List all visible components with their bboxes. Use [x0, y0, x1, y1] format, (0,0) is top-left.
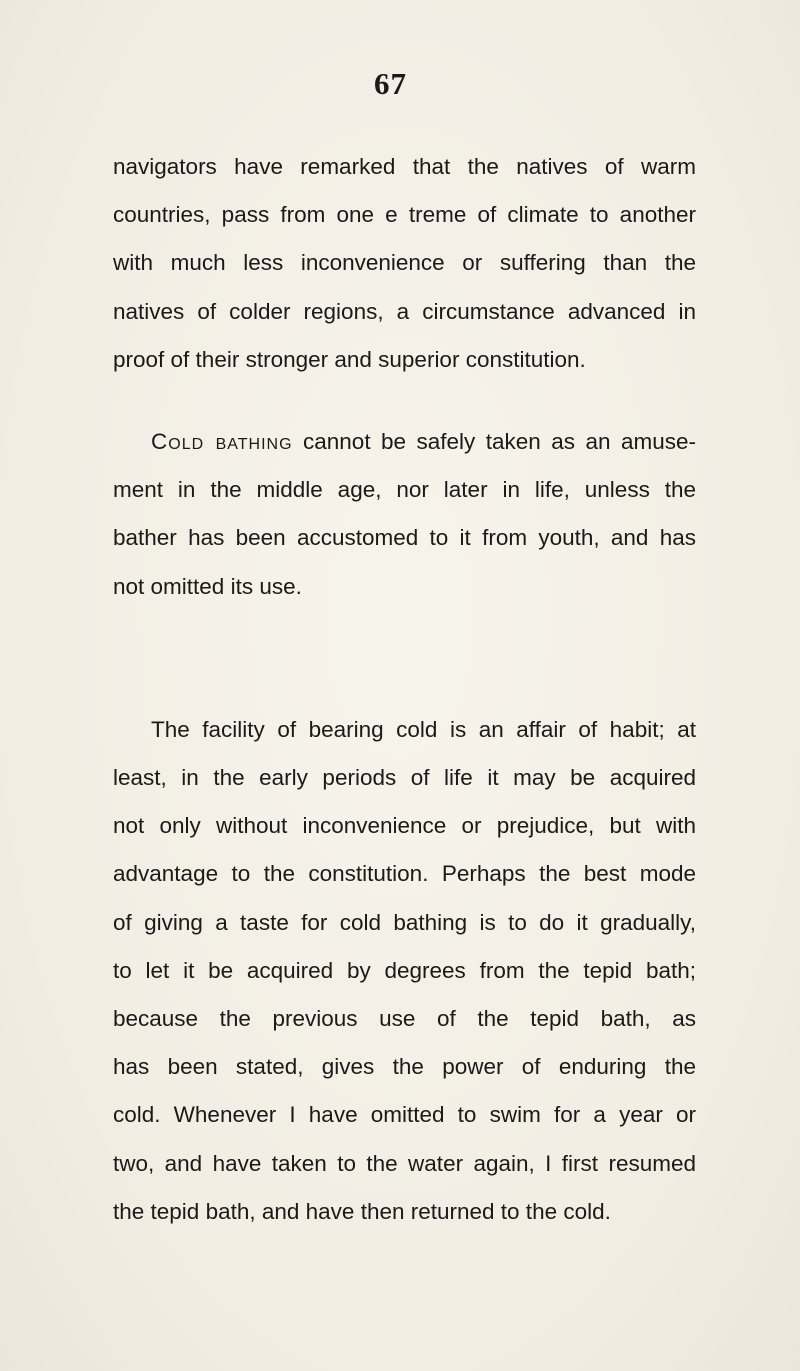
text-line: cold. Whenever I have omitted to swim for a year or	[113, 1102, 696, 1128]
text-line: because the previous use of the tepid bath, as	[113, 1006, 696, 1032]
page-number: 67	[374, 66, 407, 101]
text-line: the tepid bath, and have then returned to the cold.	[113, 1198, 611, 1224]
text-line: natives of colder regions, a circumstance advanced in	[113, 298, 696, 324]
text-line: countries, pass from one e treme of climate to another	[113, 202, 696, 228]
text-line: of giving a taste for cold bathing is to do it gradually,	[113, 909, 696, 935]
text-line: The facility of bearing cold is an affair of habit; at	[151, 716, 696, 742]
text-line: navigators have remarked that the natives of warm	[113, 154, 696, 179]
text-line	[113, 418, 696, 466]
text-line: two, and have taken to the water again, I first resumed	[113, 1150, 696, 1176]
lead-phrase: Cold bathing	[151, 429, 293, 455]
paragraph-3	[113, 706, 696, 1236]
text-line: ment in the middle age, nor later in life, unless the	[113, 477, 696, 503]
text-line: not only without inconvenience or prejudice, but with	[113, 813, 696, 839]
paragraph-2	[113, 418, 696, 611]
text-line: to let it be acquired by degrees from the tepid bath;	[113, 957, 696, 983]
lead-line-rest: cannot be safely taken as an amuse-	[292, 429, 696, 455]
text-line: advantage to the constitution. Perhaps the best mode	[113, 861, 696, 887]
text-line: not omitted its use.	[113, 573, 302, 599]
text-line: proof of their stronger and superior constitution.	[113, 346, 586, 372]
text-line: with much less inconvenience or suffering than the	[113, 250, 696, 276]
text-line: least, in the early periods of life it may be acquired	[113, 765, 696, 791]
body-text	[113, 143, 696, 1236]
text-line: has been stated, gives the power of enduring the	[113, 1054, 696, 1080]
paragraph-1	[113, 143, 696, 384]
text-line: bather has been accustomed to it from youth, and has	[113, 525, 696, 551]
